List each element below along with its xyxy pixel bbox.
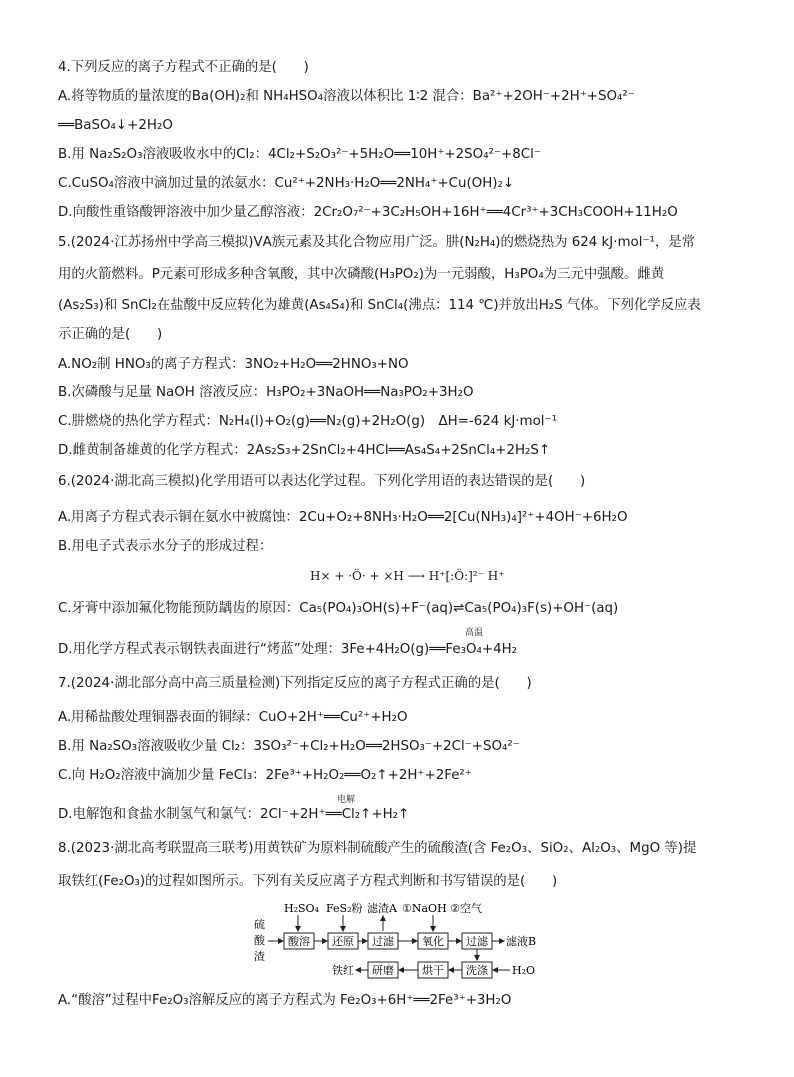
q5-stem-line3: (As₂S₃)和 SnCl₂在盐酸中反应转化为雄黄(As₄S₄)和 SnCl₄(沸点：114 ℃)并放出H₂S 气体。下列化学反应表 bbox=[58, 298, 701, 313]
flow-output-filtrate-b: 滤液B bbox=[506, 935, 537, 948]
q4-option-d: D.向酸性重铬酸钾溶液中加少量乙醇溶液：2Cr₂O₇²⁻+3C₂H₅OH+16H⁺══4Cr³⁺+3CH₃COOH+11H₂O bbox=[58, 205, 678, 220]
q7-stem: 7.(2024·湖北部分高中高三质量检测)下列指定反应的离子方程式正确的是( ) bbox=[58, 676, 532, 691]
q6-option-d-condition: 高温 bbox=[465, 628, 484, 638]
q6-option-c: C.牙膏中添加氟化物能预防龋齿的原因：Ca₅(PO₄)₃OH(s)+F⁻(aq)⇌Ca₅(PO₄)₃F(s)+OH⁻(aq) bbox=[58, 601, 619, 616]
flow-product-iron-red: 铁红 bbox=[332, 964, 354, 977]
flow-start-char-2: 酸 bbox=[254, 934, 265, 947]
q8-option-a: A.“酸溶”过程中Fe₂O₃溶解反应的离子方程式为 Fe₂O₃+6H⁺══2Fe³⁺+3H₂O bbox=[58, 993, 512, 1008]
q5-stem-line1: 5.(2024·江苏扬州中学高三模拟)ⅤA族元素及其化合物应用广泛。肼(N₂H₄)的燃烧热为 624 kJ·mol⁻¹，是常 bbox=[58, 235, 696, 250]
flow-box-oxidize-label: 氧化 bbox=[422, 935, 444, 948]
q8-stem-line1: 8.(2023·湖北高考联盟高三联考)用黄铁矿为原料制硫酸产生的硫酸渣(含 Fe₂O₃、SiO₂、Al₂O₃、MgO 等)提 bbox=[58, 841, 697, 856]
q5-stem-line4: 示正确的是( ) bbox=[58, 327, 163, 342]
q4-option-a-line1: A.将等物质的量浓度的Ba(OH)₂和 NH₄HSO₄溶液以体积比 1∶2 混合：Ba²⁺+2OH⁻+2H⁺+SO₄²⁻ bbox=[58, 89, 635, 104]
q6-option-a: A.用离子方程式表示铜在氨水中被腐蚀：2Cu+O₂+8NH₃·H₂O══2[Cu(NH₃)₄]²⁺+4OH⁻+6H₂O bbox=[58, 510, 628, 525]
flow-reagent-fes2: FeS₂粉 bbox=[326, 902, 363, 915]
q5-stem-line2: 用的火箭燃料。P元素可形成多种含氧酸，其中次磷酸(H₃PO₂)为一元弱酸，H₃PO₄为三元中强酸。雌黄 bbox=[58, 267, 665, 282]
q7-option-b: B.用 Na₂SO₃溶液吸收少量 Cl₂：3SO₃²⁻+Cl₂+H₂O══2HSO₃⁻+2Cl⁻+SO₄²⁻ bbox=[58, 739, 520, 754]
q8-stem-line2: 取铁红(Fe₂O₃)的过程如图所示。下列有关反应离子方程式判断和书写错误的是( ) bbox=[58, 874, 558, 889]
flow-start-char-1: 硫 bbox=[254, 918, 265, 931]
q6-stem: 6.(2024·湖北高三模拟)化学用语可以表达化学过程。下列化学用语的表达错误的是( ) bbox=[58, 474, 586, 489]
q7-option-c: C.向 H₂O₂溶液中滴加少量 FeCl₃：2Fe³⁺+H₂O₂══O₂↑+2H⁺+2Fe²⁺ bbox=[58, 768, 472, 783]
q4-option-a-line2: ══BaSO₄↓+2H₂O bbox=[58, 118, 173, 133]
q7-option-d: D.电解饱和食盐水制氢气和氯气：2Cl⁻+2H⁺══Cl₂↑+H₂↑ bbox=[58, 807, 410, 822]
q4-option-b: B.用 Na₂S₂O₃溶液吸收水中的Cl₂：4Cl₂+S₂O₃²⁻+5H₂O══10H⁺+2SO₄²⁻+8Cl⁻ bbox=[58, 147, 541, 162]
q5-option-d: D.雌黄制备雄黄的化学方程式：2As₂S₃+2SnCl₂+4HCl══As₄S₄+2SnCl₄+2H₂S↑ bbox=[58, 443, 551, 458]
process-flow-diagram bbox=[250, 898, 550, 984]
q7-option-d-condition: 电解 bbox=[337, 795, 356, 805]
q5-option-b: B.次磷酸与足量 NaOH 溶液反应：H₃PO₂+3NaOH══Na₃PO₂+3H₂O bbox=[58, 385, 474, 400]
q5-option-c: C.肼燃烧的热化学方程式：N₂H₄(l)+O₂(g)══N₂(g)+2H₂O(g) ΔH=-624 kJ·mol⁻¹ bbox=[58, 414, 557, 429]
flow-start-char-3: 渣 bbox=[254, 950, 265, 963]
flow-box-filter-2-label: 过滤 bbox=[466, 935, 488, 948]
flow-box-dry-label: 烘干 bbox=[422, 964, 444, 977]
flow-box-wash-label: 洗涤 bbox=[466, 964, 488, 977]
q4-stem: 4.下列反应的离子方程式不正确的是( ) bbox=[58, 60, 309, 75]
flow-box-acid-dissolve-label: 酸溶 bbox=[288, 935, 310, 948]
q7-option-a: A.用稀盐酸处理铜器表面的铜绿：CuO+2H⁺══Cu²⁺+H₂O bbox=[58, 710, 408, 725]
flow-box-filter-1-label: 过滤 bbox=[372, 935, 394, 948]
q6-electron-formula: H× + ·Ö· + ×H ⟶ H⁺[:Ö:]²⁻ H⁺ bbox=[310, 569, 505, 583]
q6-option-d: D.用化学方程式表示钢铁表面进行“烤蓝”处理：3Fe+4H₂O(g)══Fe₃O₄+4H₂ bbox=[58, 642, 518, 657]
flow-box-reduce-label: 还原 bbox=[332, 935, 354, 948]
flow-box-grind-label: 研磨 bbox=[372, 964, 394, 977]
q5-option-a: A.NO₂制 HNO₃的离子方程式：3NO₂+H₂O══2HNO₃+NO bbox=[58, 357, 409, 372]
flow-reagent-naoh-air: ①NaOH ②空气 bbox=[402, 902, 483, 915]
flow-reagent-h2so4: H₂SO₄ bbox=[284, 902, 319, 915]
q6-option-b: B.用电子式表示水分子的形成过程： bbox=[58, 539, 273, 554]
flow-reagent-residue-a: 滤渣A bbox=[367, 902, 397, 915]
flow-input-water: H₂O bbox=[512, 964, 536, 977]
q4-option-c: C.CuSO₄溶液中滴加过量的浓氨水：Cu²⁺+2NH₃·H₂O══2NH₄⁺+Cu(OH)₂↓ bbox=[58, 176, 515, 191]
